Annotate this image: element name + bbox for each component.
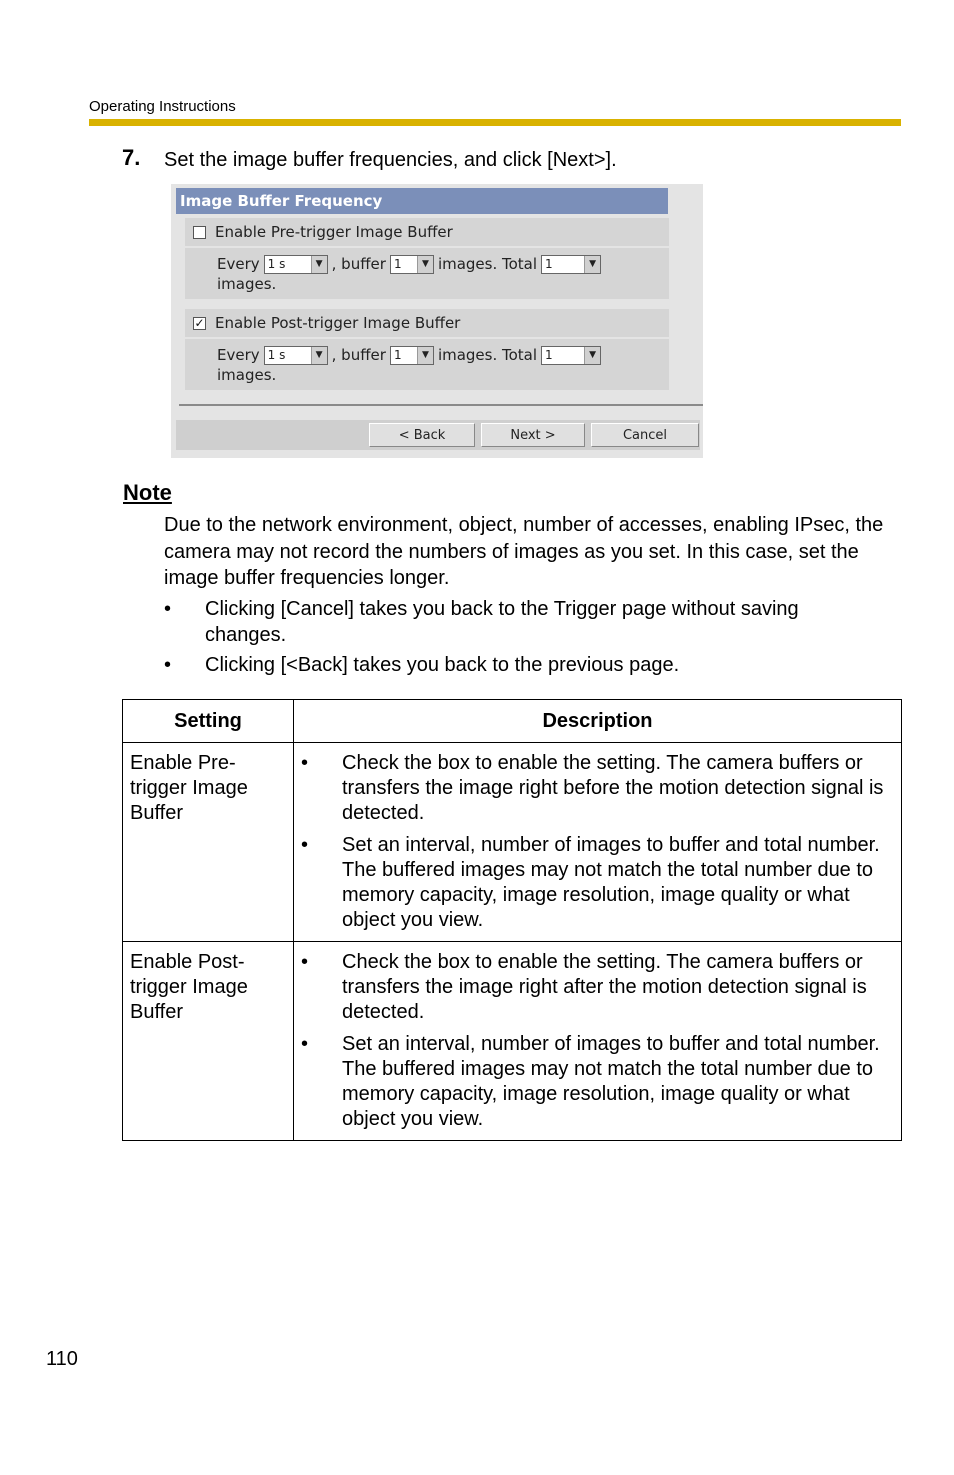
pre-trigger-settings (185, 248, 669, 299)
table-row (123, 743, 902, 942)
list-item-text: Set an interval, number of images to buffer and total number. The buffered images may not match the total number due to memory capacity, image resolution, image quality or what object you view. (342, 834, 880, 931)
setting-cell: Enable Pre-trigger Image Buffer (123, 743, 294, 942)
bullet-icon: • (301, 752, 309, 774)
next-button[interactable]: Next > (481, 423, 585, 447)
pre-total-value: 1 (545, 257, 553, 271)
post-trigger-row (185, 309, 669, 337)
post-trigger-checkbox[interactable]: ✓ (194, 315, 205, 330)
post-images-label: images. (217, 366, 277, 384)
pre-images-label: images. (217, 275, 277, 293)
bullet-icon: • (164, 598, 172, 620)
bullet-icon: • (301, 951, 309, 973)
note-bullet-text: Clicking [<Back] takes you back to the previous page. (205, 654, 680, 676)
pre-images-total-label: images. Total (437, 255, 538, 273)
back-button[interactable]: < Back (369, 423, 475, 447)
post-buffer-select[interactable] (390, 346, 434, 365)
note-heading: Note (123, 480, 172, 505)
table-row (123, 942, 902, 1141)
pre-buffer-select[interactable] (390, 255, 434, 274)
pre-every-value: 1 s (267, 257, 286, 271)
post-every-value: 1 s (267, 348, 286, 362)
list-item-text: Check the box to enable the setting. The camera buffers or transfers the image right after the motion detection signal is detected. (342, 951, 867, 1023)
step-number: 7. (122, 145, 141, 170)
post-buffer-label: , buffer (331, 346, 386, 364)
chevron-down-icon: ▼ (417, 347, 433, 364)
post-trigger-label: Enable Post-trigger Image Buffer (215, 314, 461, 332)
table-header-row (123, 700, 902, 743)
post-total-select[interactable] (541, 346, 601, 365)
list-item (301, 1032, 891, 1132)
page-number: 110 (46, 1348, 78, 1370)
column-header-setting: Setting (123, 700, 294, 743)
post-every-label: Every (217, 346, 260, 364)
note-paragraph: Due to the network environment, object, number of accesses, enabling IPsec, the camera may not record the numbers of images as you set. In this case, set the image buffer frequencies longer. (164, 514, 884, 589)
image-buffer-frequency-screenshot (171, 184, 703, 458)
pre-trigger-label: Enable Pre-trigger Image Buffer (215, 223, 453, 241)
list-item (301, 751, 891, 826)
pre-every-select[interactable] (264, 255, 328, 274)
post-total-value: 1 (545, 348, 553, 362)
step-instruction: Set the image buffer frequencies, and click [Next>]. (164, 149, 617, 171)
description-cell (294, 942, 902, 1141)
settings-table (122, 699, 902, 1141)
list-item (301, 950, 891, 1025)
list-item (301, 833, 891, 933)
column-header-description: Description (294, 700, 902, 743)
post-images-total-label: images. Total (437, 346, 538, 364)
bullet-icon: • (164, 654, 172, 676)
panel-button-bar (176, 420, 700, 450)
description-cell (294, 743, 902, 942)
running-header: Operating Instructions (89, 98, 236, 115)
pre-trigger-checkbox[interactable] (193, 226, 206, 239)
cancel-button[interactable]: Cancel (591, 423, 699, 447)
header-rule (89, 119, 901, 126)
note-bullet-text: Clicking [Cancel] takes you back to the Trigger page without saving changes. (205, 598, 799, 646)
post-trigger-settings (185, 339, 669, 390)
chevron-down-icon: ▼ (417, 256, 433, 273)
chevron-down-icon: ▼ (311, 256, 327, 273)
pre-buffer-label: , buffer (331, 255, 386, 273)
pre-buffer-value: 1 (393, 257, 402, 271)
panel-divider (179, 404, 703, 406)
chevron-down-icon: ▼ (584, 256, 600, 273)
bullet-icon: • (301, 1033, 309, 1055)
chevron-down-icon: ▼ (311, 347, 327, 364)
pre-total-select[interactable] (541, 255, 601, 274)
post-buffer-value: 1 (393, 348, 402, 362)
pre-trigger-row (185, 218, 669, 246)
post-every-select[interactable] (264, 346, 328, 365)
list-item-text: Check the box to enable the setting. The camera buffers or transfers the image right before the motion detection signal is detected. (342, 752, 884, 824)
bullet-icon: • (301, 834, 309, 856)
setting-cell: Enable Post-trigger Image Buffer (123, 942, 294, 1141)
list-item-text: Set an interval, number of images to buffer and total number. The buffered images may not match the total number due to memory capacity, image resolution, image quality or what object you view. (342, 1033, 880, 1130)
chevron-down-icon: ▼ (584, 347, 600, 364)
pre-every-label: Every (217, 255, 260, 273)
panel-title: Image Buffer Frequency (176, 188, 668, 214)
